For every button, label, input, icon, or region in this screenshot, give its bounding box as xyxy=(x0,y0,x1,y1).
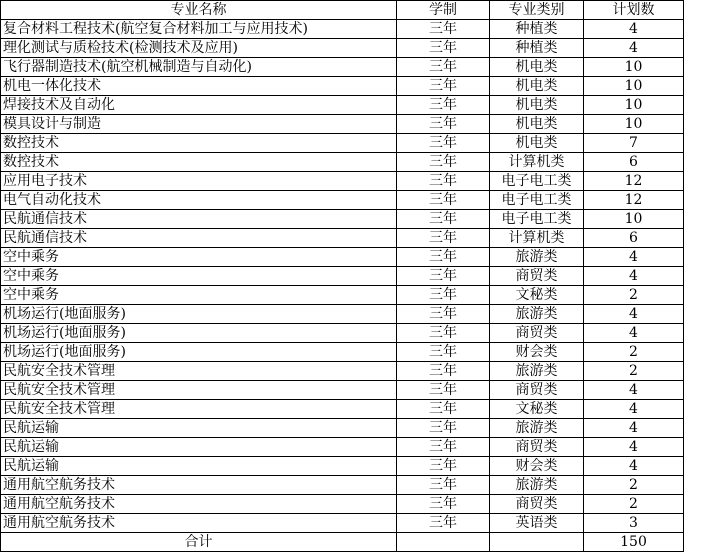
plan-count-cell[interactable]: 3 xyxy=(584,514,684,533)
major-name-cell[interactable]: 空中乘务 xyxy=(1,267,397,286)
table-row xyxy=(1,305,684,324)
total-empty-cell[interactable] xyxy=(397,533,490,552)
category-cell[interactable]: 旅游类 xyxy=(490,419,584,438)
major-name-cell[interactable]: 通用航空航务技术 xyxy=(1,495,397,514)
category-cell[interactable]: 文秘类 xyxy=(490,400,584,419)
major-name-cell[interactable]: 理化测试与质检技术(检测技术及应用) xyxy=(1,39,397,58)
plan-count-cell[interactable]: 2 xyxy=(584,343,684,362)
major-name-cell[interactable]: 飞行器制造技术(航空机械制造与自动化) xyxy=(1,58,397,77)
category-cell[interactable]: 机电类 xyxy=(490,96,584,115)
table-row xyxy=(1,476,684,495)
major-name-cell[interactable]: 复合材料工程技术(航空复合材料加工与应用技术) xyxy=(1,20,397,39)
major-name-cell[interactable]: 民航安全技术管理 xyxy=(1,362,397,381)
plan-count-cell[interactable]: 4 xyxy=(584,20,684,39)
header-category[interactable]: 专业类别 xyxy=(490,1,584,20)
header-plan-count[interactable]: 计划数 xyxy=(584,1,684,20)
duration-cell[interactable]: 三年 xyxy=(397,286,490,305)
duration-cell[interactable]: 三年 xyxy=(397,324,490,343)
category-cell[interactable]: 机电类 xyxy=(490,134,584,153)
category-cell[interactable]: 种植类 xyxy=(490,20,584,39)
table-row xyxy=(1,457,684,476)
major-name-cell[interactable]: 焊接技术及自动化 xyxy=(1,96,397,115)
duration-cell[interactable]: 三年 xyxy=(397,362,490,381)
table-row xyxy=(1,286,684,305)
table-row xyxy=(1,20,684,39)
total-value[interactable]: 150 xyxy=(584,533,684,552)
duration-cell[interactable]: 三年 xyxy=(397,419,490,438)
plan-count-cell[interactable]: 10 xyxy=(584,96,684,115)
plan-count-cell[interactable]: 10 xyxy=(584,115,684,134)
category-cell[interactable]: 商贸类 xyxy=(490,267,584,286)
major-name-cell[interactable]: 通用航空航务技术 xyxy=(1,476,397,495)
major-name-cell[interactable]: 民航运输 xyxy=(1,438,397,457)
table-row xyxy=(1,400,684,419)
table-row xyxy=(1,267,684,286)
table-row xyxy=(1,343,684,362)
major-name-cell[interactable]: 机电一体化技术 xyxy=(1,77,397,96)
table-row xyxy=(1,115,684,134)
duration-cell[interactable]: 三年 xyxy=(397,400,490,419)
duration-cell[interactable]: 三年 xyxy=(397,210,490,229)
plan-count-cell[interactable]: 4 xyxy=(584,381,684,400)
duration-cell[interactable]: 三年 xyxy=(397,495,490,514)
duration-cell[interactable]: 三年 xyxy=(397,381,490,400)
plan-count-cell[interactable]: 4 xyxy=(584,39,684,58)
duration-cell[interactable]: 三年 xyxy=(397,343,490,362)
major-name-cell[interactable]: 民航运输 xyxy=(1,419,397,438)
plan-count-cell[interactable]: 2 xyxy=(584,286,684,305)
total-row xyxy=(1,533,684,552)
major-name-cell[interactable]: 民航安全技术管理 xyxy=(1,400,397,419)
category-cell[interactable]: 旅游类 xyxy=(490,362,584,381)
table-row xyxy=(1,39,684,58)
duration-cell[interactable]: 三年 xyxy=(397,96,490,115)
duration-cell[interactable]: 三年 xyxy=(397,438,490,457)
total-label[interactable]: 合计 xyxy=(1,533,397,552)
table-row xyxy=(1,229,684,248)
duration-cell[interactable]: 三年 xyxy=(397,476,490,495)
major-name-cell[interactable]: 民航通信技术 xyxy=(1,229,397,248)
plan-count-cell[interactable]: 2 xyxy=(584,362,684,381)
table-row xyxy=(1,134,684,153)
plan-count-cell[interactable]: 10 xyxy=(584,58,684,77)
category-cell[interactable]: 商贸类 xyxy=(490,495,584,514)
table-row xyxy=(1,419,684,438)
major-name-cell[interactable]: 民航运输 xyxy=(1,457,397,476)
major-name-cell[interactable]: 机场运行(地面服务) xyxy=(1,324,397,343)
category-cell[interactable]: 机电类 xyxy=(490,115,584,134)
table-row xyxy=(1,381,684,400)
major-name-cell[interactable]: 应用电子技术 xyxy=(1,172,397,191)
plan-count-cell[interactable]: 4 xyxy=(584,438,684,457)
duration-cell[interactable]: 三年 xyxy=(397,58,490,77)
category-cell[interactable]: 商贸类 xyxy=(490,381,584,400)
category-cell[interactable]: 电子电工类 xyxy=(490,191,584,210)
category-cell[interactable]: 商贸类 xyxy=(490,438,584,457)
duration-cell[interactable]: 三年 xyxy=(397,39,490,58)
plan-count-cell[interactable]: 4 xyxy=(584,248,684,267)
major-name-cell[interactable]: 数控技术 xyxy=(1,153,397,172)
duration-cell[interactable]: 三年 xyxy=(397,457,490,476)
duration-cell[interactable]: 三年 xyxy=(397,20,490,39)
table-row xyxy=(1,58,684,77)
category-cell[interactable]: 种植类 xyxy=(490,39,584,58)
plan-count-cell[interactable]: 4 xyxy=(584,400,684,419)
category-cell[interactable]: 机电类 xyxy=(490,77,584,96)
duration-cell[interactable]: 三年 xyxy=(397,191,490,210)
table-row xyxy=(1,191,684,210)
category-cell[interactable]: 旅游类 xyxy=(490,248,584,267)
major-name-cell[interactable]: 空中乘务 xyxy=(1,248,397,267)
header-major-name[interactable]: 专业名称 xyxy=(1,1,397,20)
duration-cell[interactable]: 三年 xyxy=(397,514,490,533)
major-name-cell[interactable]: 电气自动化技术 xyxy=(1,191,397,210)
duration-cell[interactable]: 三年 xyxy=(397,248,490,267)
plan-count-cell[interactable]: 10 xyxy=(584,210,684,229)
plan-count-cell[interactable]: 4 xyxy=(584,267,684,286)
plan-count-cell[interactable]: 4 xyxy=(584,324,684,343)
plan-count-cell[interactable]: 2 xyxy=(584,476,684,495)
table-row xyxy=(1,172,684,191)
category-cell[interactable]: 文秘类 xyxy=(490,286,584,305)
category-cell[interactable]: 机电类 xyxy=(490,58,584,77)
table-row xyxy=(1,514,684,533)
major-name-cell[interactable]: 民航安全技术管理 xyxy=(1,381,397,400)
major-name-cell[interactable]: 数控技术 xyxy=(1,134,397,153)
major-name-cell[interactable]: 通用航空航务技术 xyxy=(1,514,397,533)
table-row xyxy=(1,362,684,381)
table-row xyxy=(1,495,684,514)
plan-count-cell[interactable]: 12 xyxy=(584,172,684,191)
duration-cell[interactable]: 三年 xyxy=(397,134,490,153)
total-empty-cell[interactable] xyxy=(490,533,584,552)
duration-cell[interactable]: 三年 xyxy=(397,305,490,324)
table-row xyxy=(1,324,684,343)
plan-count-cell[interactable]: 2 xyxy=(584,495,684,514)
table-row xyxy=(1,210,684,229)
category-cell[interactable]: 电子电工类 xyxy=(490,210,584,229)
category-cell[interactable]: 旅游类 xyxy=(490,305,584,324)
plan-count-cell[interactable]: 4 xyxy=(584,457,684,476)
header-row xyxy=(1,1,684,20)
category-cell[interactable]: 英语类 xyxy=(490,514,584,533)
table-row xyxy=(1,77,684,96)
table-row xyxy=(1,153,684,172)
table-row xyxy=(1,438,684,457)
category-cell[interactable]: 计算机类 xyxy=(490,229,584,248)
major-name-cell[interactable]: 机场运行(地面服务) xyxy=(1,305,397,324)
category-cell[interactable]: 财会类 xyxy=(490,343,584,362)
category-cell[interactable]: 商贸类 xyxy=(490,324,584,343)
duration-cell[interactable]: 三年 xyxy=(397,172,490,191)
category-cell[interactable]: 旅游类 xyxy=(490,476,584,495)
category-cell[interactable]: 财会类 xyxy=(490,457,584,476)
major-name-cell[interactable]: 机场运行(地面服务) xyxy=(1,343,397,362)
major-name-cell[interactable]: 民航通信技术 xyxy=(1,210,397,229)
duration-cell[interactable]: 三年 xyxy=(397,77,490,96)
header-duration[interactable]: 学制 xyxy=(397,1,490,20)
category-cell[interactable]: 计算机类 xyxy=(490,153,584,172)
table-row xyxy=(1,96,684,115)
duration-cell[interactable]: 三年 xyxy=(397,153,490,172)
plan-count-cell[interactable]: 4 xyxy=(584,419,684,438)
major-name-cell[interactable]: 模具设计与制造 xyxy=(1,115,397,134)
duration-cell[interactable]: 三年 xyxy=(397,115,490,134)
plan-count-cell[interactable]: 7 xyxy=(584,134,684,153)
duration-cell[interactable]: 三年 xyxy=(397,267,490,286)
plan-count-cell[interactable]: 6 xyxy=(584,229,684,248)
plan-count-cell[interactable]: 6 xyxy=(584,153,684,172)
table-row xyxy=(1,248,684,267)
duration-cell[interactable]: 三年 xyxy=(397,229,490,248)
category-cell[interactable]: 电子电工类 xyxy=(490,172,584,191)
plan-count-cell[interactable]: 12 xyxy=(584,191,684,210)
plan-count-cell[interactable]: 10 xyxy=(584,77,684,96)
major-name-cell[interactable]: 空中乘务 xyxy=(1,286,397,305)
plan-count-cell[interactable]: 4 xyxy=(584,305,684,324)
